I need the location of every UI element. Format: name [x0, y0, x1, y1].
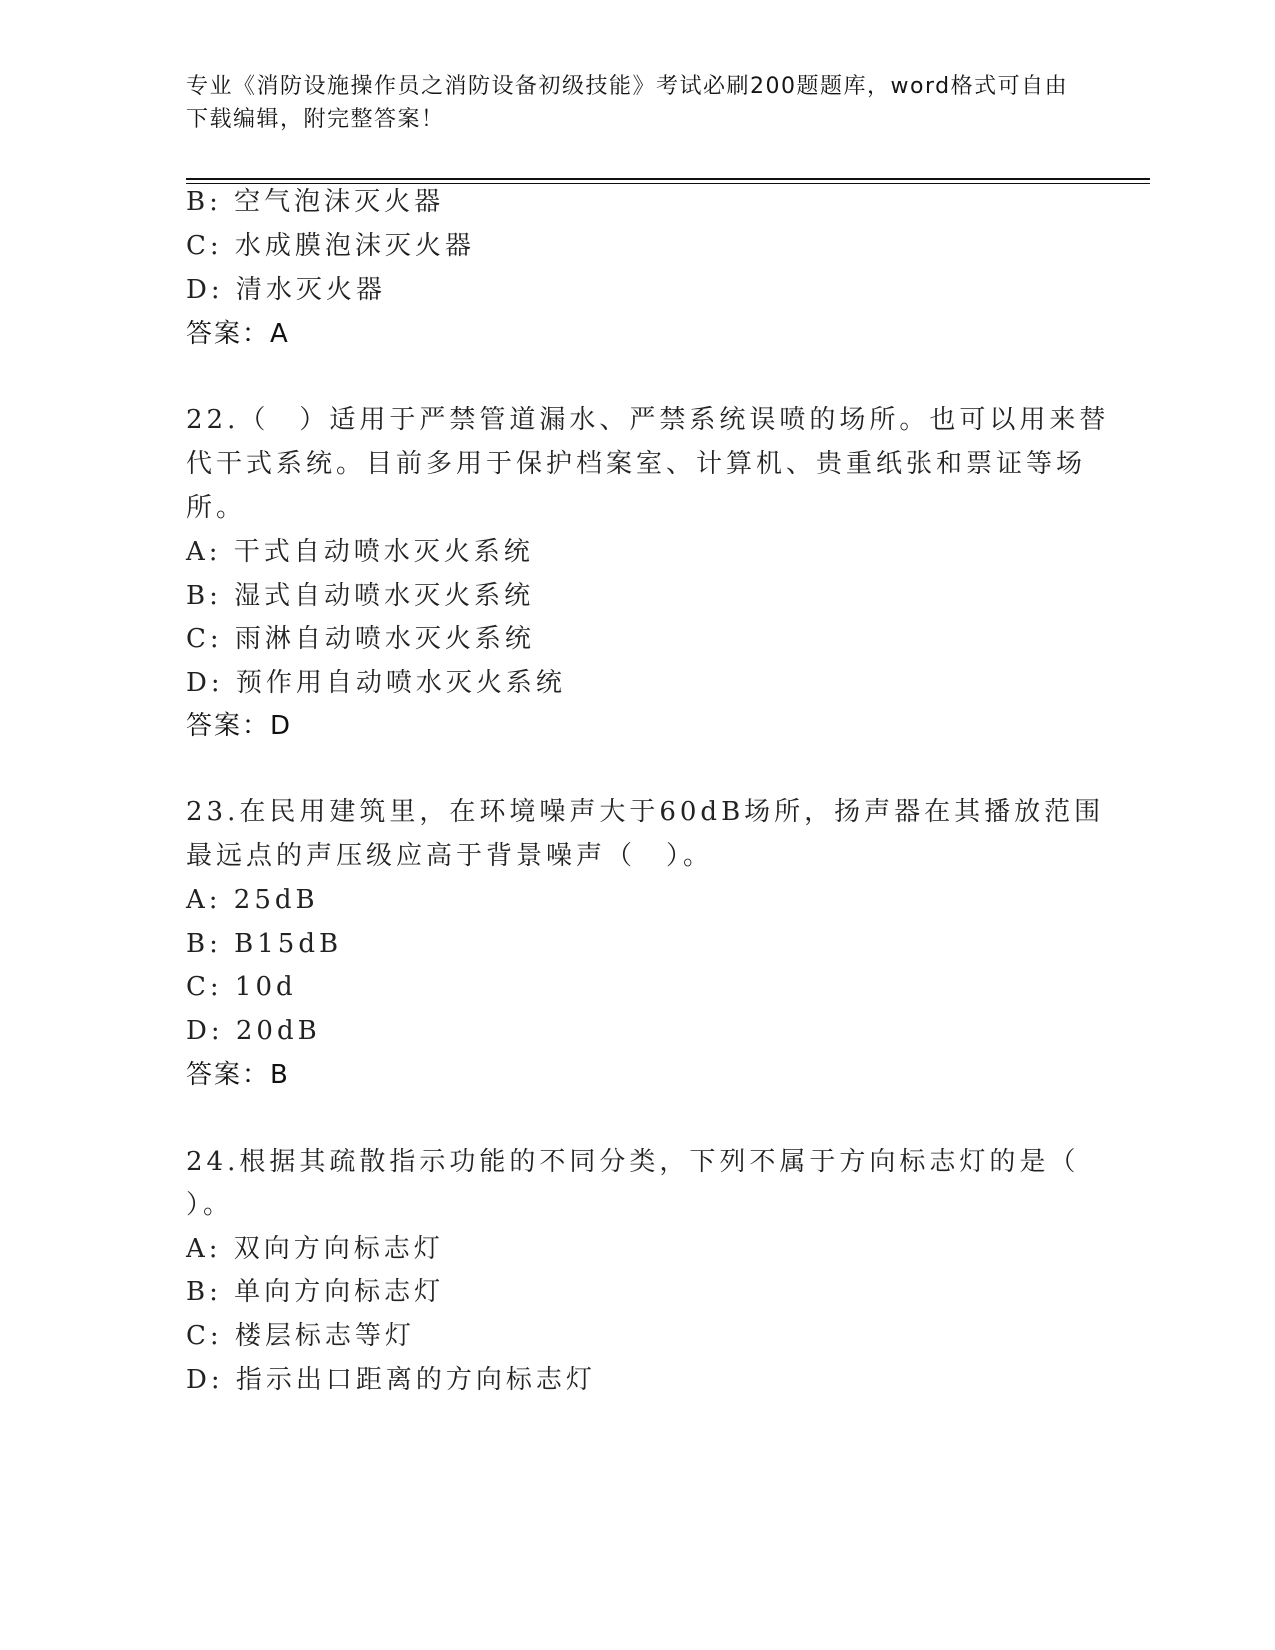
q22-text-line-2: 代干式系统。目前多用于保护档案室、计算机、贵重纸张和票证等场: [186, 449, 1087, 479]
q22-text-line-1: 22.（ ）适用于严禁管道漏水、严禁系统误喷的场所。也可以用来替: [186, 405, 1110, 435]
q22-option-b: B: 湿式自动喷水灭火系统: [186, 581, 535, 611]
q23-option-c: C: 10d: [186, 972, 297, 1002]
q22-option-d: D: 预作用自动喷水灭火系统: [186, 668, 566, 698]
q24-option-c: C: 楼层标志等灯: [186, 1321, 415, 1351]
q23-text-line-2: 最远点的声压级应高于背景噪声（ ）。: [186, 841, 714, 871]
q22-option-a: A: 干式自动喷水灭火系统: [186, 537, 534, 567]
q23-option-d: D: 20dB: [186, 1016, 321, 1046]
q21-option-d: D: 清水灭火器: [186, 275, 386, 305]
q23-answer: 答案：B: [186, 1060, 290, 1090]
q22-answer: 答案：D: [186, 711, 293, 741]
q24-text-line-2: ）。: [186, 1190, 234, 1220]
q21-option-b: B: 空气泡沫灭火器: [186, 187, 445, 217]
q24-option-b: B: 单向方向标志灯: [186, 1277, 445, 1307]
q24-text-line-1: 24.根据其疏散指示功能的不同分类，下列不属于方向标志灯的是（: [186, 1147, 1080, 1177]
document-header-title: 专业《消防设施操作员之消防设备初级技能》考试必刷200题题库，word格式可自由下载编辑，附完整答案！: [186, 74, 1069, 132]
header-divider-thick: [186, 178, 1150, 180]
q24-option-a: A: 双向方向标志灯: [186, 1234, 444, 1264]
q24-option-d: D: 指示出口距离的方向标志灯: [186, 1365, 596, 1395]
q23-text-line-1: 23.在民用建筑里，在环境噪声大于60dB场所，扬声器在其播放范围: [186, 797, 1105, 827]
q22-text-line-3: 所。: [186, 493, 247, 523]
q21-option-c: C: 水成膜泡沫灭火器: [186, 231, 475, 261]
q23-option-b: B: B15dB: [186, 929, 343, 959]
q22-option-c: C: 雨淋自动喷水灭火系统: [186, 624, 535, 654]
q23-option-a: A: 25dB: [186, 885, 319, 915]
q21-answer: 答案：A: [186, 319, 290, 349]
header-divider-thin: [186, 183, 1150, 184]
